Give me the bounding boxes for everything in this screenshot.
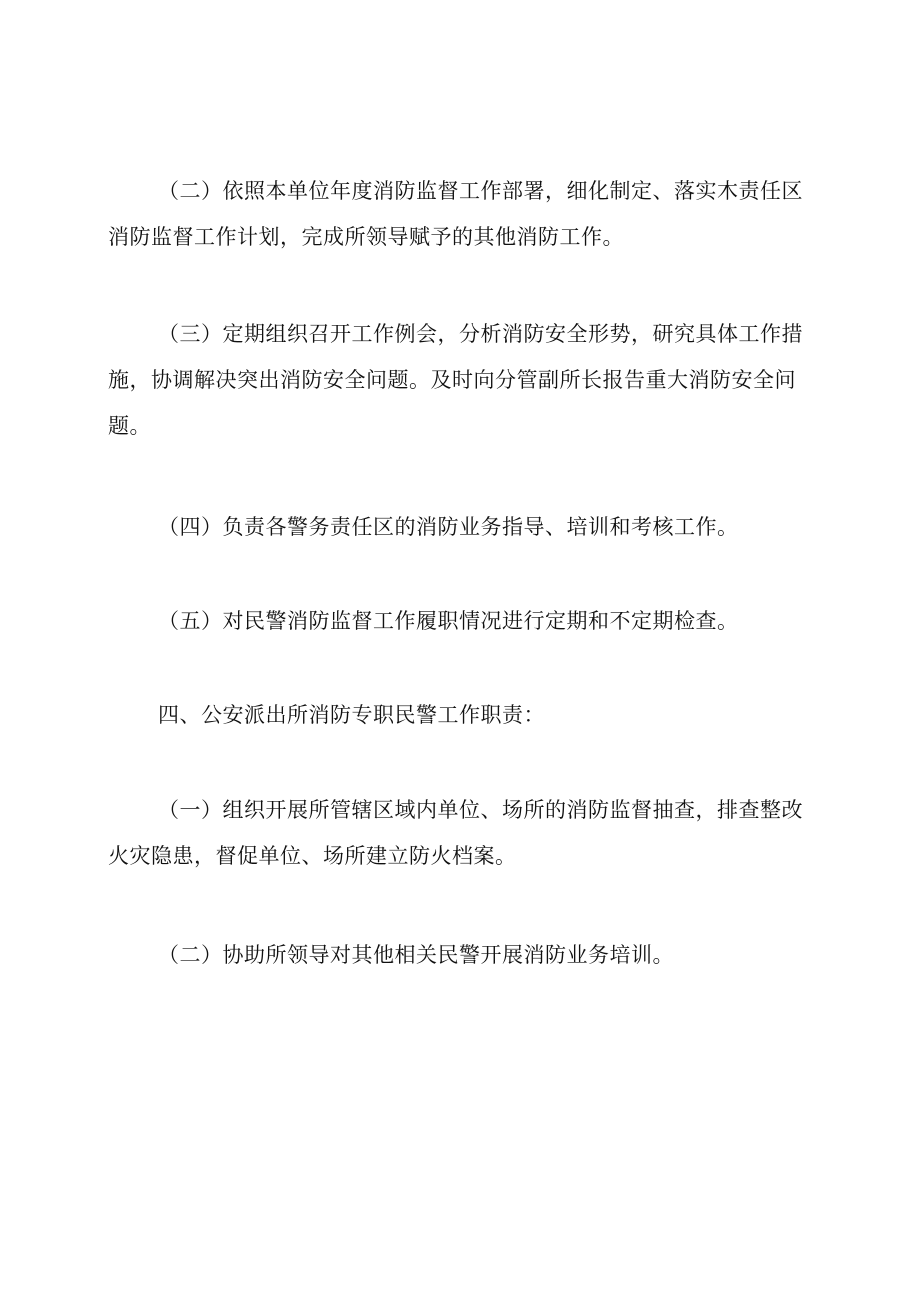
paragraph-duty-2: （二）依照本单位年度消防监督工作部署，细化制定、落实木责任区消防监督工作计划，完成所领导赋予的其他消防工作。 [108,179,803,249]
section-heading-4: 四、公安派出所消防专职民警工作职责： [158,703,545,727]
paragraph-officer-duty-2: （二）协助所领导对其他相关民警开展消防业务培训。 [158,943,674,967]
paragraph-duty-3: （三）定期组织召开工作例会，分析消防安全形势，研究具体工作措施，协调解决突出消防安全问题。及时向分管副所长报告重大消防安全问题。 [108,322,803,438]
paragraph-duty-5: （五）对民警消防监督工作履职情况进行定期和不定期检查。 [158,609,739,633]
paragraph-duty-4: （四）负责各警务责任区的消防业务指导、培训和考核工作。 [158,515,739,539]
paragraph-officer-duty-1: （一）组织开展所管辖区域内单位、场所的消防监督抽查，排查整改火灾隐患，督促单位、场所建立防火档案。 [108,798,803,868]
